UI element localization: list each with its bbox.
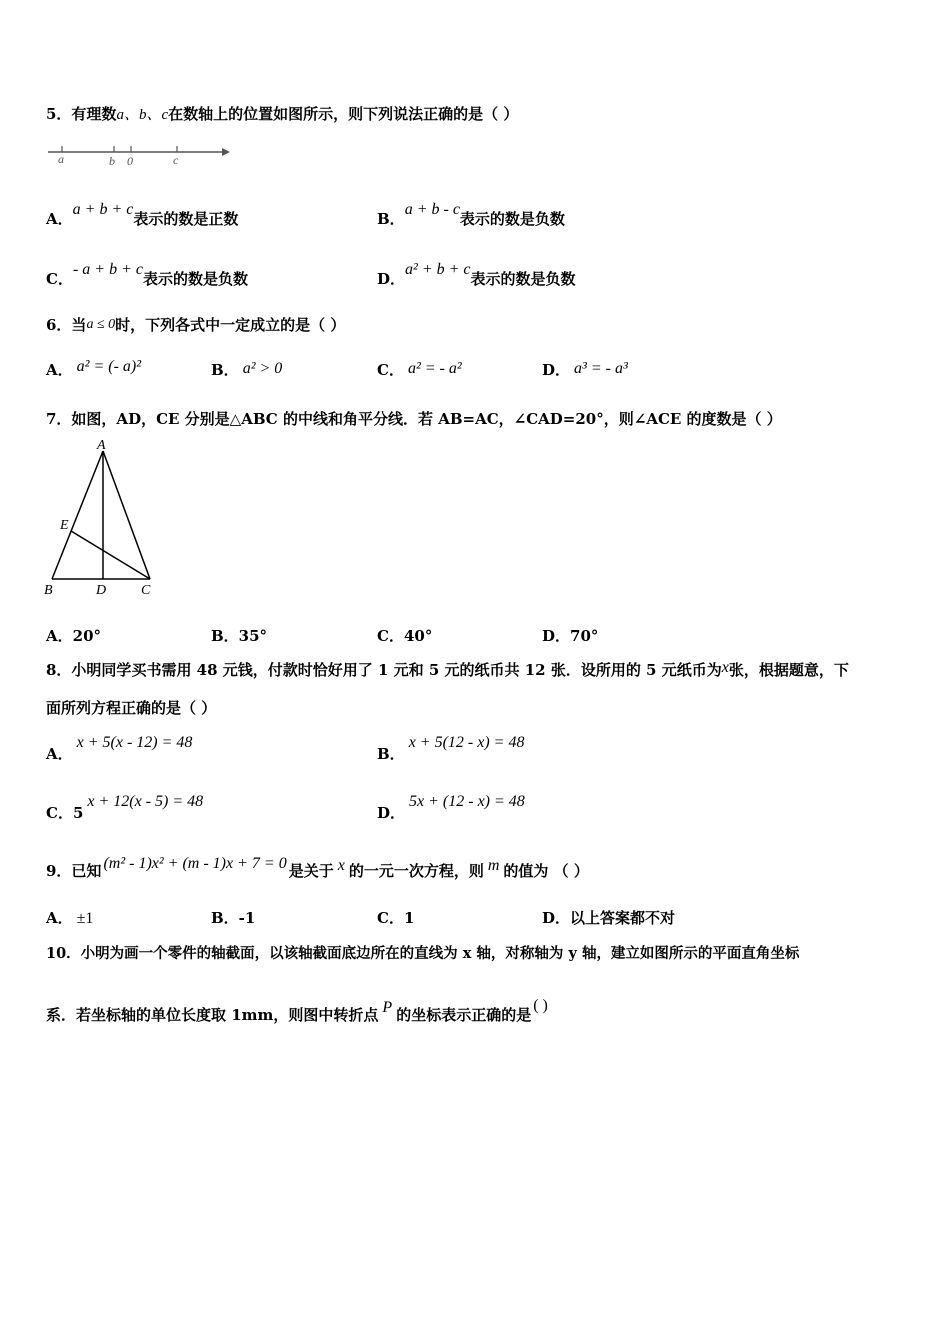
axis-label-c: c — [173, 153, 179, 167]
option-label: D． — [542, 361, 571, 379]
q9-equation: (m² - 1)x² + (m - 1)x + 7 = 0 — [103, 855, 287, 872]
q5-option-a[interactable] — [46, 201, 239, 229]
q5-stem-a: 5．有理数 — [46, 105, 117, 123]
option-label: A． — [46, 745, 73, 763]
q6-option-c[interactable] — [377, 359, 462, 380]
q9-stem — [46, 855, 589, 881]
option-expr: a² + b + c — [405, 261, 471, 278]
q7-stem: 7．如图，AD，CE 分别是△ABC 的中线和角平分线．若 AB=AC，∠CAD=20°，则∠ACE 的度数是（ ） — [46, 410, 782, 428]
option-label: A． — [46, 909, 73, 927]
q9-stem-c: 的一元一次方程，则 — [348, 862, 484, 880]
q9-option-d[interactable]: D．以上答案都不对 — [542, 909, 676, 927]
option-expr: x + 5(12 - x) = 48 — [408, 734, 525, 751]
option-expr: a² = (- a)² — [76, 358, 142, 375]
option-label: B． — [211, 361, 239, 379]
q10-answer-paren: ( ) — [533, 997, 548, 1014]
option-expr: a³ = - a³ — [574, 360, 628, 377]
axis-label-b: b — [109, 154, 115, 168]
q9-stem-a: 9．已知 — [46, 862, 102, 880]
q6-option-b[interactable] — [211, 359, 282, 380]
fig-label-e: E — [60, 518, 69, 533]
fig-label-c: C — [141, 583, 151, 598]
option-label: C． — [377, 361, 404, 379]
q10-line2-a: 系．若坐标轴的单位长度取 1mm，则图中转折点 — [46, 1006, 379, 1024]
option-label: C．5 — [46, 804, 84, 822]
q7-option-b[interactable]: B．35° — [211, 627, 268, 645]
q6-option-d[interactable] — [542, 359, 628, 380]
option-expr: a² = - a² — [407, 360, 462, 377]
q10-line2-b: 的坐标表示正确的是 — [396, 1006, 532, 1024]
q9-option-b[interactable]: B．-1 — [211, 909, 256, 927]
fig-label-d: D — [96, 583, 107, 598]
q8-option-a[interactable] — [46, 734, 193, 764]
option-label: B． — [377, 210, 405, 228]
option-label: D． — [377, 804, 406, 822]
q8-stem-line1 — [46, 659, 849, 680]
option-text: 表示的数是负数 — [459, 210, 565, 228]
option-text: 表示的数是负数 — [142, 270, 248, 288]
q5-option-d[interactable] — [377, 261, 576, 289]
axis-label-a: a — [58, 152, 64, 166]
option-expr: ±1 — [76, 910, 94, 927]
q9-var-m: m — [487, 857, 500, 874]
q9-option-a[interactable] — [46, 907, 93, 928]
option-label: A． — [46, 361, 73, 379]
q8-option-c[interactable] — [46, 793, 204, 823]
q9-option-c[interactable]: C．1 — [377, 909, 415, 927]
q7-option-c[interactable]: C．40° — [377, 627, 433, 645]
q10-stem-line1: 10．小明为画一个零件的轴截面，以该轴截面底边所在的直线为 x 轴，对称轴为 y 轴，建立如图所示的平面直角坐标 — [46, 945, 800, 962]
option-expr: a + b + c — [72, 201, 134, 218]
q10-var-p: P — [382, 999, 393, 1016]
fig-label-b: B — [44, 583, 53, 598]
q5-option-c[interactable] — [46, 261, 248, 289]
q5-stem — [46, 103, 518, 124]
option-text: 表示的数是正数 — [133, 210, 239, 228]
option-expr: - a + b + c — [72, 261, 143, 278]
q7-option-d[interactable]: D．70° — [542, 627, 599, 645]
option-expr: a² > 0 — [242, 360, 283, 377]
option-label: B． — [377, 745, 405, 763]
option-label: C． — [46, 270, 73, 288]
q5-stem-b: 在数轴上的位置如图所示，则下列说法正确的是（ ） — [168, 105, 519, 123]
q8-option-d[interactable] — [377, 793, 525, 823]
q9-stem-d: 的值为 （ ） — [503, 862, 589, 880]
option-expr: 5x + (12 - x) = 48 — [409, 793, 525, 810]
fig-label-a: A — [97, 438, 106, 453]
q6-stem — [46, 314, 345, 335]
option-label: A． — [46, 210, 73, 228]
q6-stem-a: 6．当 — [46, 316, 87, 334]
q8-stem-line2: 面所列方程正确的是（ ） — [46, 699, 217, 717]
option-expr: x + 5(x - 12) = 48 — [76, 734, 193, 751]
q9-stem-b: 是关于 — [288, 862, 334, 880]
option-expr: a + b - c — [404, 201, 460, 218]
q5-vars: a、b、c — [116, 107, 169, 123]
option-label: D． — [377, 270, 406, 288]
q5-option-b[interactable] — [377, 201, 565, 229]
q6-option-a[interactable] — [46, 359, 141, 380]
q6-stem-b: 时，下列各式中一定成立的是（ ） — [115, 316, 346, 334]
option-text: 表示的数是负数 — [470, 270, 576, 288]
option-expr: x + 12(x - 5) = 48 — [87, 793, 204, 810]
q8-line1-b: 张，根据题意，下 — [728, 661, 849, 679]
q9-var-x: x — [337, 857, 345, 874]
axis-label-0: 0 — [127, 154, 133, 168]
q7-triangle-figure — [40, 436, 165, 600]
q8-line1-a: 8．小明同学买书需用 48 元钱，付款时恰好用了 1 元和 5 元的纸币共 12 张．设所用的 5 元纸币为 — [46, 661, 722, 679]
q5-number-line — [46, 140, 231, 170]
q6-condition: a ≤ 0 — [86, 317, 116, 332]
q8-option-b[interactable] — [377, 734, 525, 764]
q7-option-a[interactable]: A．20° — [46, 627, 102, 645]
q8-var: x — [721, 659, 729, 676]
q10-stem-line2 — [46, 997, 548, 1025]
